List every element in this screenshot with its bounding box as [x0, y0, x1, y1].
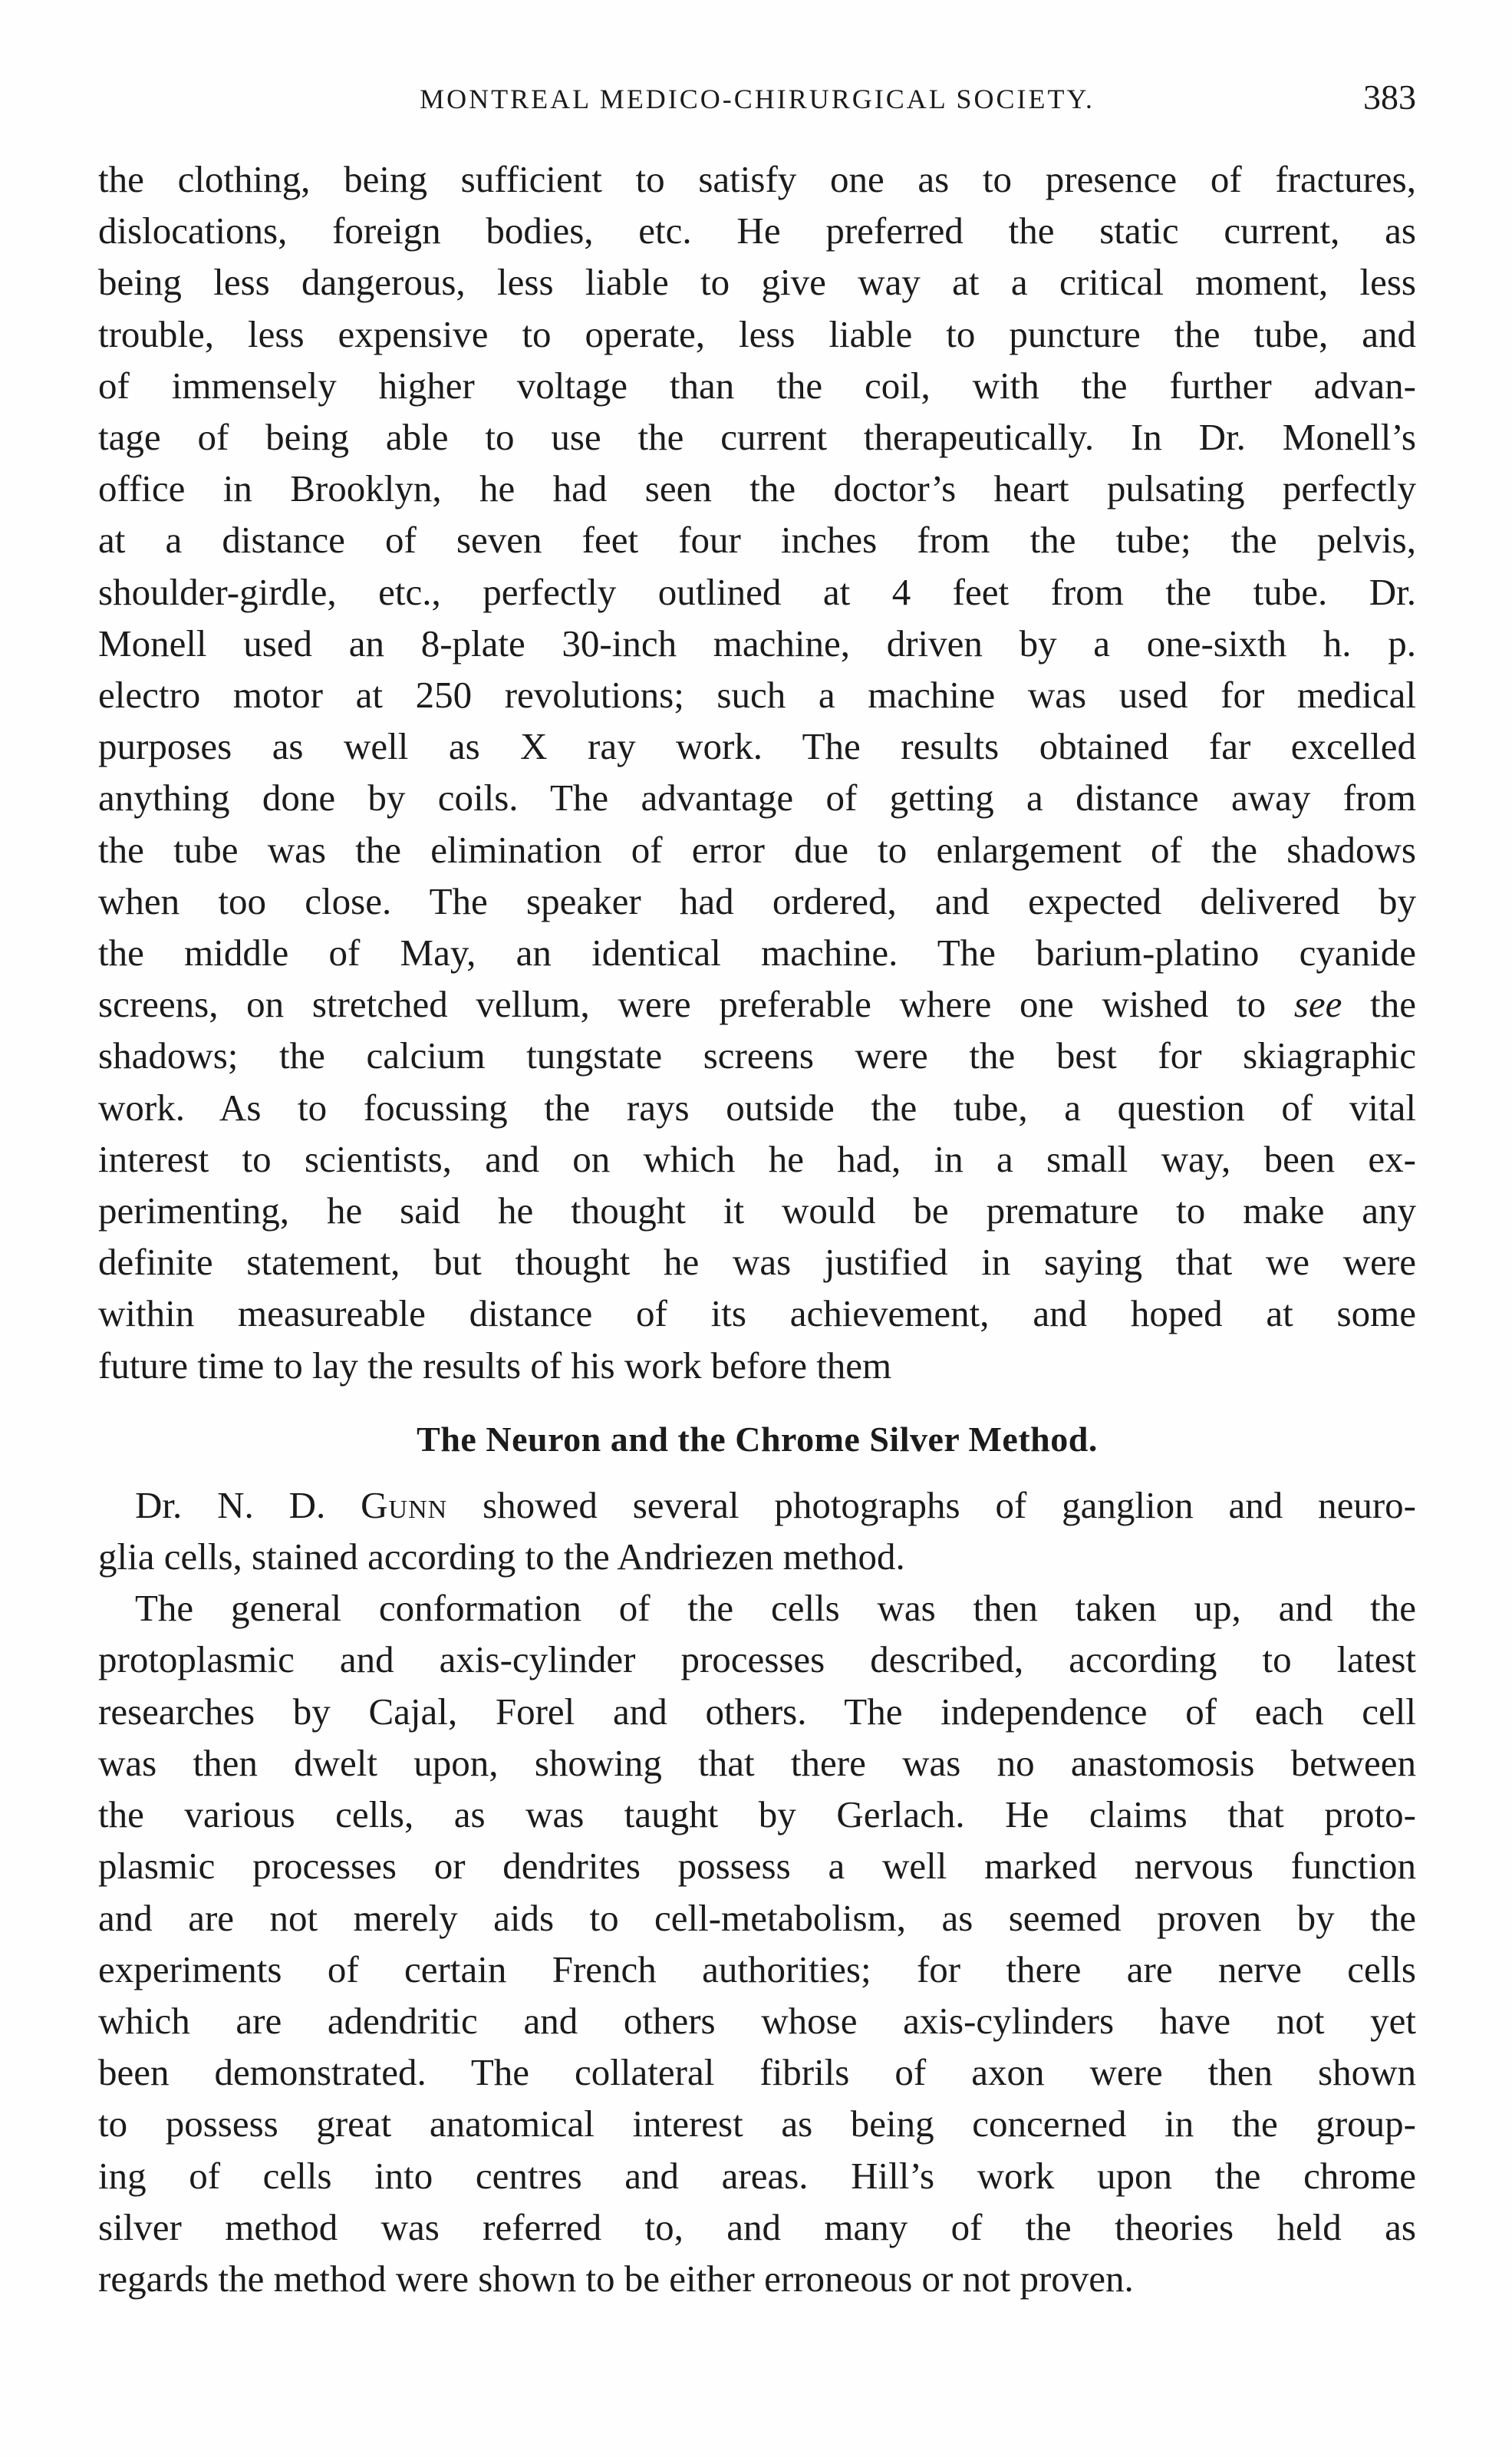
text-line: protoplasmic and axis-cylinder processes described, according to latest: [98, 1638, 1416, 1681]
text-line: which are adendritic and others whose axis-cylinders have not yet: [98, 1999, 1416, 2042]
text-line: office in Brooklyn, he had seen the doctor’s heart pulsating perfectly: [98, 467, 1416, 510]
text-line: the clothing, being sufficient to satisfy one as to presence of fractures,: [98, 158, 1416, 200]
text-line: definite statement, but thought he was justified in saying that we were: [98, 1241, 1416, 1284]
body-text: [98, 153, 1416, 2304]
text-line: when too close. The speaker had ordered, and expected delivered by: [98, 879, 1416, 922]
paragraph-neuron-description: [98, 1582, 1416, 2304]
text-line: ing of cells into centres and areas. Hill’s work upon the chrome: [98, 2154, 1416, 2197]
text-line: the middle of May, an identical machine. The barium-platino cyanide: [98, 932, 1416, 975]
text-line: and are not merely aids to cell-metabolism, as seemed proven by the: [98, 1896, 1416, 1939]
text-line: regards the method were shown to be either erroneous or not proven.: [98, 2257, 1134, 2300]
page-header: [98, 77, 1416, 123]
text-line: shadows; the calcium tungstate screens were the best for skiagraphic: [98, 1034, 1416, 1077]
text-line: been demonstrated. The collateral fibrils of axon were then shown: [98, 2051, 1416, 2094]
paragraph-gunn-intro: [98, 1479, 1416, 1582]
text-line: tage of being able to use the current therapeutically. In Dr. Monell’s: [98, 416, 1416, 459]
text-line: future time to lay the results of his work before them: [98, 1344, 892, 1387]
text-line: shoulder-girdle, etc., perfectly outlined at 4 feet from the tube. Dr.: [98, 570, 1416, 613]
text-line: electro motor at 250 revolutions; such a machine was used for medical: [98, 674, 1416, 717]
text-run: screens, on stretched vellum, were preferable where one wished to: [98, 983, 1294, 1026]
italic-word: see: [1293, 983, 1342, 1026]
text-line: being less dangerous, less liable to give way at a critical moment, less: [98, 261, 1416, 304]
text-line: researches by Cajal, Forel and others. The independence of each cell: [98, 1690, 1416, 1733]
text-line: the various cells, as was taught by Gerlach. He claims that proto-: [98, 1793, 1416, 1836]
text-line: perimenting, he said he thought it would be premature to make any: [98, 1189, 1416, 1232]
text-run: showed several photographs of ganglion and neuro-: [447, 1483, 1417, 1526]
text-line: trouble, less expensive to operate, less liable to puncture the tube, and: [98, 312, 1416, 355]
text-line: dislocations, foreign bodies, etc. He preferred the static current, as: [98, 209, 1416, 252]
text-line: glia cells, stained according to the Andriezen method.: [98, 1535, 905, 1578]
running-head: MONTREAL MEDICO-CHIRURGICAL SOCIETY.: [420, 84, 1095, 114]
text-line: was then dwelt upon, showing that there was no anastomosis between: [98, 1741, 1416, 1784]
text-line: purposes as well as X ray work. The results obtained far excelled: [98, 725, 1416, 768]
text-run: Dr. N. D.: [135, 1483, 361, 1526]
text-line: work. As to focussing the rays outside the tube, a question of vital: [98, 1086, 1416, 1129]
text-line: interest to scientists, and on which he had, in a small way, been ex-: [98, 1137, 1416, 1180]
text-line: the tube was the elimination of error due to enlargement of the shadows: [98, 828, 1416, 871]
page-number: 383: [1363, 78, 1416, 117]
text-line: of immensely higher voltage than the coil, with the further advan-: [98, 364, 1416, 407]
text-line: to possess great anatomical interest as being concerned in the group-: [98, 2102, 1416, 2145]
author-name: Gunn: [361, 1483, 448, 1526]
text-line: anything done by coils. The advantage of getting a distance away from: [98, 777, 1416, 820]
text-run: the: [1342, 983, 1416, 1026]
text-line: within measureable distance of its achievement, and hoped at some: [98, 1292, 1416, 1335]
text-line: [98, 1479, 1416, 1531]
text-line: at a distance of seven feet four inches from the tube; the pelvis,: [98, 519, 1416, 562]
section-heading: The Neuron and the Chrome Silver Method.: [417, 1419, 1098, 1459]
paragraph-xray-continuation: [98, 153, 1416, 1391]
text-line: plasmic processes or dendrites possess a well marked nervous function: [98, 1845, 1416, 1888]
text-line: experiments of certain French authorities; for there are nerve cells: [98, 1947, 1416, 1990]
text-line: [98, 978, 1416, 1030]
text-line: Monell used an 8-plate 30-inch machine, driven by a one-sixth h. p.: [98, 622, 1416, 665]
text-line: The general conformation of the cells was then taken up, and the: [135, 1587, 1416, 1630]
text-line: silver method was referred to, and many of the theories held as: [98, 2205, 1416, 2248]
